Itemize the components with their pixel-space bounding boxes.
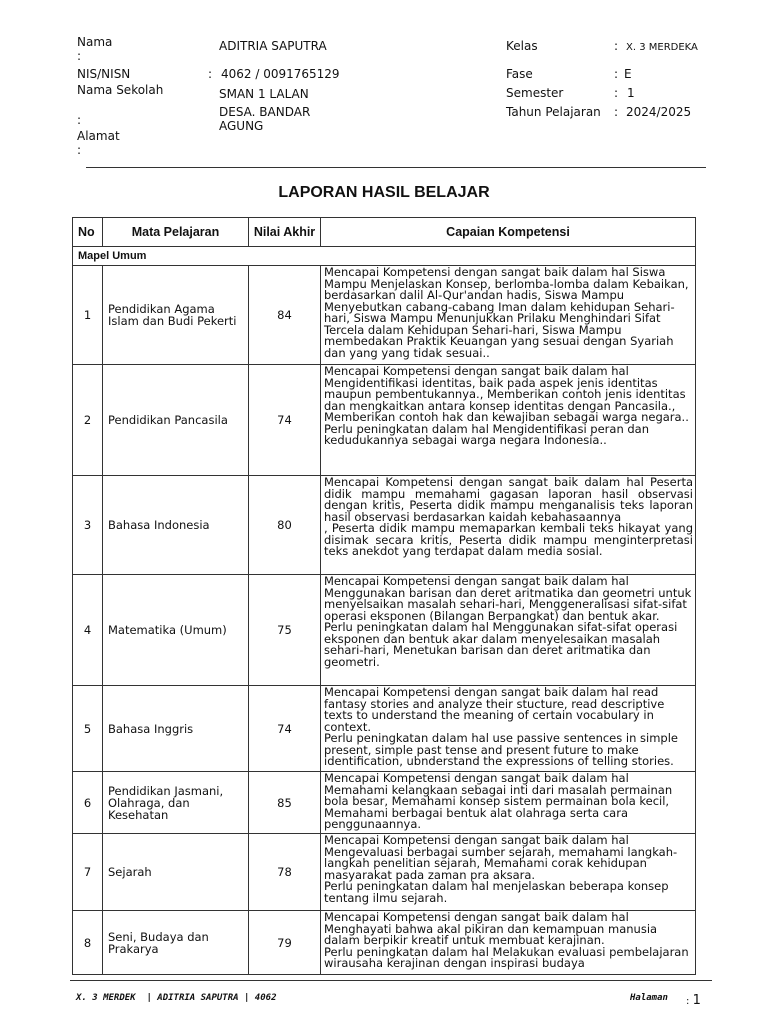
row-subject: Bahasa Indonesia bbox=[103, 476, 249, 575]
row-description bbox=[321, 266, 696, 365]
row-subject: Matematika (Umum) bbox=[103, 575, 249, 686]
row-subject: Seni, Budaya dan Prakarya bbox=[103, 911, 249, 975]
col-header-no: No bbox=[73, 218, 103, 247]
table-header-row bbox=[73, 218, 696, 247]
improvement-text: Perlu peningkatan dalam hal menjelaskan beberapa konsep tentang ilmu sejarah. bbox=[324, 879, 669, 905]
semester-colon: : bbox=[614, 86, 619, 100]
sekolah-value: SMAN 1 LALAN bbox=[219, 87, 309, 101]
row-no: 4 bbox=[73, 575, 103, 686]
improvement-text: Perlu peningkatan dalam hal Melakukan evaluasi pembelajaran wirausaha kerajinan dengan inspirasi budaya bbox=[324, 944, 689, 970]
fase-value: E bbox=[624, 67, 632, 81]
col-header-score: Nilai Akhir bbox=[249, 218, 321, 247]
row-score: 85 bbox=[249, 772, 321, 834]
semester-value: 1 bbox=[627, 86, 635, 100]
row-no: 7 bbox=[73, 834, 103, 911]
row-no: 2 bbox=[73, 365, 103, 476]
page-number bbox=[686, 993, 701, 1008]
table-row bbox=[73, 834, 696, 911]
achievement-text: Mencapai Kompetensi dengan sangat baik dalam hal Menghayati bahwa akal pikiran dan kemampuan manusia dalam berpikir kreatif untuk membuat kerajinan. bbox=[324, 910, 658, 947]
fase-label: Fase bbox=[506, 67, 533, 81]
page-number-colon: : bbox=[686, 996, 690, 1007]
report-title: LAPORAN HASIL BELAJAR bbox=[278, 184, 490, 201]
row-no: 8 bbox=[73, 911, 103, 975]
row-score: 74 bbox=[249, 365, 321, 476]
achievement-text: Mencapai Kompetensi dengan sangat baik dalam hal Peserta didik mampu memahami gagasan laporan hasil observasi dengan kritis, Peserta didik mampu menganalisis teks laporan hasil observasi berdasarkan kaidah kebahasaannya bbox=[324, 475, 693, 524]
col-header-achievement: Capaian Kompetensi bbox=[321, 218, 696, 247]
row-no: 1 bbox=[73, 266, 103, 365]
kelas-colon: : bbox=[614, 39, 619, 53]
row-score: 78 bbox=[249, 834, 321, 911]
achievement-text: Mencapai Kompetensi dengan sangat baik dalam hal Menggunakan barisan dan deret aritmatika dan geometri untuk menyelsaikan masalah sehari-hari, Menggeneralisasi sifat-sifat operasi eksponen (Bilangan Berpangkat) dan bentuk akar. bbox=[324, 574, 692, 623]
sekolah-label: Nama Sekolah bbox=[77, 83, 164, 97]
group-label: Mapel Umum bbox=[73, 247, 696, 266]
grades-table bbox=[72, 217, 696, 975]
nama-colon: : bbox=[77, 49, 82, 63]
fase-colon: : bbox=[614, 67, 619, 81]
achievement-text: Mencapai Kompetensi dengan sangat baik dalam hal Siswa Mampu Menjelaskan Konsep, berlomba-lomba dalam Kebaikan, berdasarkan dalil Al-Qur'andan hadis, Siswa Mampu Menyebutkan cabang-cabang Iman dalam kehidupan Sehari-hari, Siswa Mampu Menunjukkan Prilaku Menghindari Sifat Tercela dalam Kehidupan Sehari-hari, Siswa Mampu membedakan Praktik Keuangan yang sesuai dengan Syariah dan yang yang tidak sesuai.. bbox=[324, 265, 689, 360]
row-description bbox=[321, 834, 696, 911]
alamat-label: Alamat bbox=[77, 129, 120, 143]
tahun-colon: : bbox=[614, 105, 619, 119]
table-row bbox=[73, 686, 696, 772]
improvement-text: Perlu peningkatan dalam hal use passive sentences in simple present, simple past tense and present future to make identification, ubnderstand the expressions of telling stories. bbox=[324, 731, 678, 768]
row-score: 84 bbox=[249, 266, 321, 365]
footer-divider bbox=[70, 980, 712, 981]
row-score: 79 bbox=[249, 911, 321, 975]
achievement-text: Mencapai Kompetensi dengan sangat baik dalam hal Memahami kelangkaan sebagai inti dari masalah permainan bola besar, Memahami konsep sistem permainan bola kecil, Memahami berbagai bentuk alat olahraga serta cara penggunaannya. bbox=[324, 771, 673, 831]
page-number-value: 1 bbox=[692, 993, 701, 1008]
sekolah-colon: : bbox=[77, 113, 82, 127]
achievement-text: Mencapai Kompetensi dengan sangat baik dalam hal Mengevaluasi berbagai sumber sejarah, memahami langkah-langkah penelitian sejarah, Memahami corak kehidupan masyarakat pada zaman pra aksara. bbox=[324, 833, 678, 882]
nisn-colon: : bbox=[208, 67, 213, 81]
row-score: 74 bbox=[249, 686, 321, 772]
group-row bbox=[73, 247, 696, 266]
row-no: 3 bbox=[73, 476, 103, 575]
improvement-text: , Peserta didik mampu memaparkan kembali teks hikayat yang disimak secara kritis, Peserta didik mampu menginterpretasi teks anekdot yang terdapat dalam media sosial. bbox=[324, 521, 693, 558]
improvement-text: Perlu peningkatan dalam hal Mengidentifikasi peran dan kedudukannya sebagai warga negara Indonesia.. bbox=[324, 421, 650, 447]
achievement-text: Mencapai Kompetensi dengan sangat baik dalam hal read fantasy stories and analyze their stucture, read descriptive texts to understand the meaning of certain vocabulary in context. bbox=[324, 685, 665, 734]
table-row bbox=[73, 772, 696, 834]
footer-identity: X. 3 MERDEK | ADITRIA SAPUTRA | 4062 bbox=[76, 993, 277, 1003]
row-description bbox=[321, 772, 696, 834]
table-row bbox=[73, 911, 696, 975]
header-divider bbox=[86, 167, 706, 168]
nisn-label: NIS/NISN bbox=[77, 67, 131, 81]
row-subject: Pendidikan Pancasila bbox=[103, 365, 249, 476]
row-subject: Sejarah bbox=[103, 834, 249, 911]
row-subject: Pendidikan Jasmani, Olahraga, dan Kesehatan bbox=[103, 772, 249, 834]
row-score: 80 bbox=[249, 476, 321, 575]
table-row bbox=[73, 365, 696, 476]
alamat-value: DESA. BANDAR AGUNG bbox=[219, 105, 311, 133]
row-subject: Bahasa Inggris bbox=[103, 686, 249, 772]
row-description bbox=[321, 686, 696, 772]
kelas-label: Kelas bbox=[506, 39, 538, 53]
achievement-text: Mencapai Kompetensi dengan sangat baik dalam hal Mengidentifikasi identitas, baik pada aspek jenis identitas maupun pembentukannya., Memberikan contoh jenis identitas dan mengkaitkan antara konsep identitas dengan Pancasila., Memberikan contoh hak dan kewajiban sebagai warga negara.. bbox=[324, 364, 689, 424]
table-row bbox=[73, 476, 696, 575]
tahun-label: Tahun Pelajaran bbox=[506, 105, 601, 119]
row-description bbox=[321, 476, 696, 575]
nama-value: ADITRIA SAPUTRA bbox=[219, 39, 327, 53]
alamat-colon: : bbox=[77, 143, 82, 157]
tahun-value: 2024/2025 bbox=[626, 105, 692, 119]
kelas-value: X. 3 MERDEKA bbox=[626, 42, 698, 53]
table-row bbox=[73, 575, 696, 686]
row-no: 5 bbox=[73, 686, 103, 772]
row-no: 6 bbox=[73, 772, 103, 834]
semester-label: Semester bbox=[506, 86, 564, 100]
nisn-value: 4062 / 0091765129 bbox=[221, 67, 340, 81]
row-description bbox=[321, 911, 696, 975]
improvement-text: Perlu peningkatan dalam hal Menggunakan sifat-sifat operasi eksponen dan bentuk akar dalam menyelesaikan masalah sehari-hari, Menetukan barisan dan deret aritmatika dan geometri. bbox=[324, 620, 678, 669]
row-subject: Pendidikan Agama Islam dan Budi Pekerti bbox=[103, 266, 249, 365]
row-description bbox=[321, 365, 696, 476]
row-score: 75 bbox=[249, 575, 321, 686]
table-row bbox=[73, 266, 696, 365]
nama-label: Nama bbox=[77, 35, 113, 49]
footer-page-label: Halaman bbox=[630, 993, 668, 1003]
row-description bbox=[321, 575, 696, 686]
col-header-subject: Mata Pelajaran bbox=[103, 218, 249, 247]
